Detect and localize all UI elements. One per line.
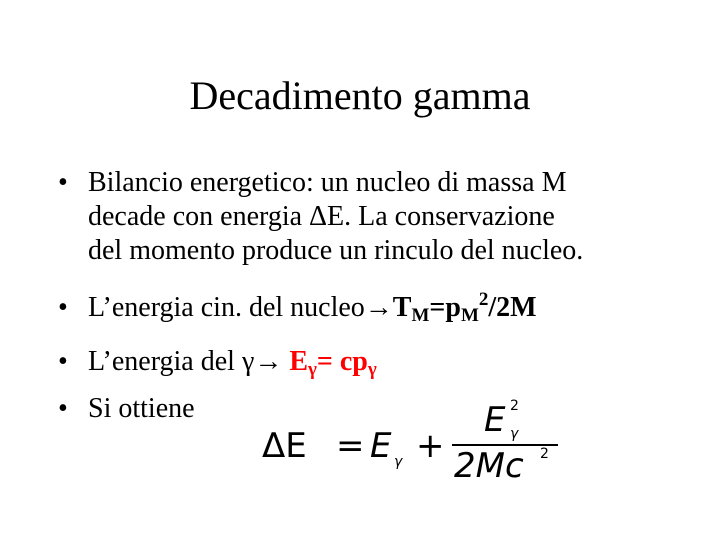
slide-title: Decadimento gamma xyxy=(189,73,531,118)
formula-numerator-E: E xyxy=(484,400,506,440)
superscript-2: 2 xyxy=(478,289,489,310)
bullet-1-line-3: del momento produce un rinculo del nucleo. xyxy=(88,235,584,266)
bullet-marker: • xyxy=(58,346,68,377)
bullet-1 xyxy=(58,166,566,200)
bullet-4 xyxy=(58,392,195,426)
formula-numerator-gamma: γ xyxy=(510,426,519,442)
formula-gamma-subscript: γ xyxy=(394,454,403,470)
bullet-marker: • xyxy=(58,292,68,323)
formula-lhs: ΔE xyxy=(262,426,307,466)
arrow-icon: → xyxy=(254,346,283,377)
bullet-1-line-2: decade con energia ΔE. La conservazione xyxy=(88,201,555,232)
symbol-eq-cp: = cp xyxy=(316,346,368,377)
subscript-M: M xyxy=(411,305,430,326)
subscript-M: M xyxy=(460,305,479,326)
energy-balance-formula xyxy=(262,398,562,488)
formula-plus: + xyxy=(416,426,445,466)
bullet-3 xyxy=(58,345,377,387)
subscript-gamma: γ xyxy=(308,359,317,380)
formula-numerator-superscript: 2 xyxy=(510,398,519,414)
kinetic-energy-expression xyxy=(392,289,537,326)
bullet-3-text: L’energia del γ xyxy=(88,346,255,377)
bullet-2 xyxy=(58,283,537,333)
formula-E: E xyxy=(370,426,392,466)
symbol-E: E xyxy=(289,346,309,377)
arrow-icon: → xyxy=(364,292,393,323)
subscript-gamma: γ xyxy=(367,359,377,380)
formula-denominator-superscript: 2 xyxy=(540,446,549,462)
bullet-1-line-1: Bilancio energetico: un nucleo di massa M xyxy=(88,167,567,198)
bullet-4-text: Si ottiene xyxy=(88,393,195,424)
formula-equals: = xyxy=(336,426,365,466)
bullet-marker: • xyxy=(58,393,68,424)
symbol-eq-p: =p xyxy=(429,292,461,323)
symbol-over-2M: /2M xyxy=(488,292,537,323)
formula-denominator: 2Mc xyxy=(454,446,524,486)
symbol-T: T xyxy=(392,292,412,323)
bullet-2-text: L’energia cin. del nucleo xyxy=(88,292,365,323)
gamma-energy-expression xyxy=(289,346,377,380)
bullet-marker: • xyxy=(58,167,68,198)
